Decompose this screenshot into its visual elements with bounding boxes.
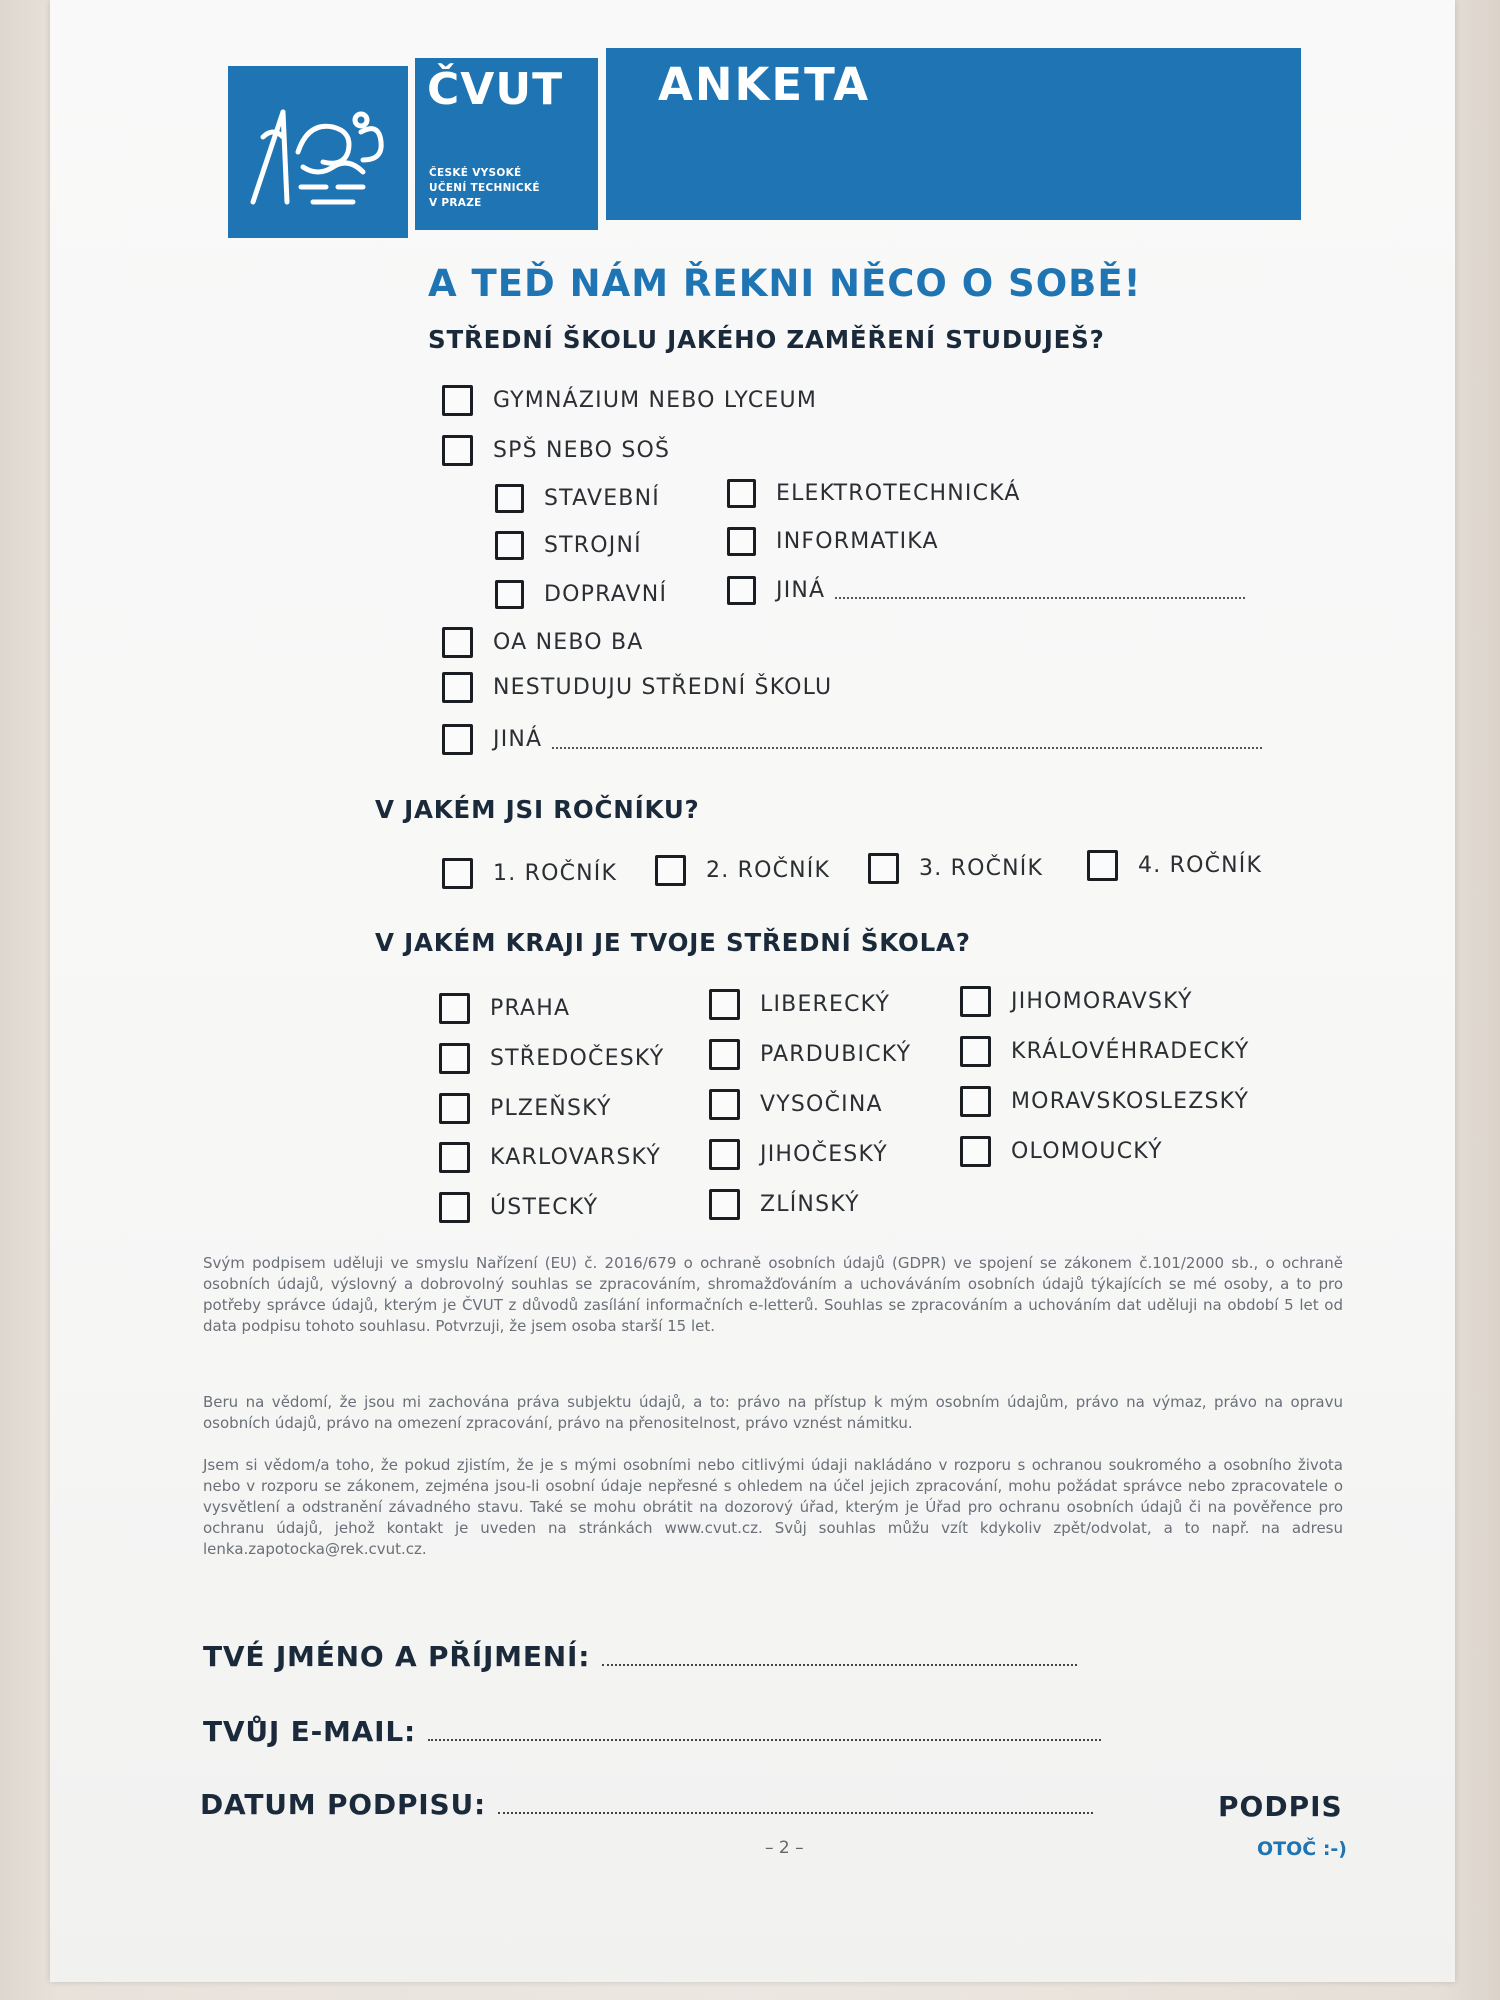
option-label: KARLOVARSKÝ xyxy=(490,1145,662,1170)
name-field[interactable] xyxy=(203,1640,1077,1673)
checkbox[interactable] xyxy=(439,993,470,1024)
option-label: STŘEDOČESKÝ xyxy=(490,1046,665,1071)
checkbox[interactable] xyxy=(495,580,524,609)
option-strojni[interactable] xyxy=(495,531,642,560)
option-year-3[interactable] xyxy=(868,853,1043,884)
option-gymnazium[interactable] xyxy=(442,385,817,416)
checkbox[interactable] xyxy=(709,1089,740,1120)
page-number: – 2 – xyxy=(765,1838,804,1858)
option-elektrotechnicka[interactable] xyxy=(727,479,1021,508)
checkbox[interactable] xyxy=(442,724,473,755)
option-label: 4. ROČNÍK xyxy=(1138,853,1263,878)
date-line[interactable] xyxy=(498,1812,1093,1814)
lion-emblem-icon xyxy=(243,92,393,212)
option-label: MORAVSKOSLEZSKÝ xyxy=(1011,1089,1250,1114)
brand-name: ČVUT xyxy=(427,64,564,115)
option-stavebni[interactable] xyxy=(495,484,660,513)
option-label: 1. ROČNÍK xyxy=(493,861,618,886)
checkbox[interactable] xyxy=(960,986,991,1017)
checkbox[interactable] xyxy=(709,1189,740,1220)
option-region-karlovarsky[interactable] xyxy=(439,1142,661,1173)
option-year-1[interactable] xyxy=(442,858,617,889)
main-heading: A TEĎ NÁM ŘEKNI NĚCO O SOBĚ! xyxy=(428,262,1142,305)
brand-subtitle: ČESKÉ VYSOKÉ UČENÍ TECHNICKÉ V PRAZE xyxy=(429,167,540,209)
checkbox[interactable] xyxy=(442,627,473,658)
option-label: VYSOČINA xyxy=(760,1092,883,1117)
question-region: V JAKÉM KRAJI JE TVOJE STŘEDNÍ ŠKOLA? xyxy=(375,928,971,957)
checkbox[interactable] xyxy=(442,435,473,466)
checkbox[interactable] xyxy=(439,1043,470,1074)
fill-line[interactable] xyxy=(835,583,1245,599)
option-label: ELEKTROTECHNICKÁ xyxy=(776,481,1021,506)
survey-sheet xyxy=(50,0,1455,1982)
option-region-pardubicky[interactable] xyxy=(709,1039,911,1070)
fill-line[interactable] xyxy=(552,733,1262,749)
checkbox[interactable] xyxy=(960,1136,991,1167)
option-jina[interactable] xyxy=(442,724,1262,755)
option-label: OA NEBO BA xyxy=(493,630,644,655)
option-region-olomoucky[interactable] xyxy=(960,1136,1163,1167)
gdpr-consent-paragraph: Svým podpisem uděluji ve smyslu Nařízení (EU) č. 2016/679 o ochraně osobních údajů (GDPR) ve spojení se zákonem č.101/2000 sb., o ochraně osobních údajů, výslovný a dobrovolný souhlas se zpracováním, shromažďováním a uchováváním osobních údajů týkajících se mé osoby, a to pro potřeby správce údajů, kterým je ČVUT z důvodů zasílání informačních e-letterů. Souhlas se zpracováním a uchováním dat uděluji na období 5 let od data podpisu tohoto souhlasu. Potvrzuji, že jsem osoba starší 15 let. xyxy=(203,1254,1343,1335)
email-line[interactable] xyxy=(428,1739,1101,1741)
checkbox[interactable] xyxy=(960,1086,991,1117)
option-dopravni[interactable] xyxy=(495,580,667,609)
option-label: LIBERECKÝ xyxy=(760,992,891,1017)
checkbox[interactable] xyxy=(439,1142,470,1173)
option-year-2[interactable] xyxy=(655,855,830,886)
option-region-moravskoslezsky[interactable] xyxy=(960,1086,1249,1117)
turn-over-note: OTOČ :-) xyxy=(1257,1838,1347,1860)
checkbox[interactable] xyxy=(868,853,899,884)
checkbox[interactable] xyxy=(442,672,473,703)
option-label: NESTUDUJU STŘEDNÍ ŠKOLU xyxy=(493,675,833,700)
name-label: TVÉ JMÉNO A PŘÍJMENÍ: xyxy=(203,1640,591,1673)
option-informatika[interactable] xyxy=(727,527,939,556)
checkbox[interactable] xyxy=(439,1192,470,1223)
option-year-4[interactable] xyxy=(1087,850,1262,881)
option-label: ZLÍNSKÝ xyxy=(760,1192,860,1217)
checkbox[interactable] xyxy=(655,855,686,886)
option-label: STAVEBNÍ xyxy=(544,486,660,511)
question-school-focus: STŘEDNÍ ŠKOLU JAKÉHO ZAMĚŘENÍ STUDUJEŠ? xyxy=(428,325,1105,354)
option-region-ustecky[interactable] xyxy=(439,1192,598,1223)
option-region-zlinsky[interactable] xyxy=(709,1189,860,1220)
option-label: JINÁ xyxy=(776,578,826,603)
checkbox[interactable] xyxy=(960,1036,991,1067)
checkbox[interactable] xyxy=(727,479,756,508)
checkbox[interactable] xyxy=(442,858,473,889)
option-region-stredocesky[interactable] xyxy=(439,1043,664,1074)
option-region-jihocesky[interactable] xyxy=(709,1139,888,1170)
checkbox[interactable] xyxy=(442,385,473,416)
page-title: ANKETA xyxy=(658,58,871,111)
option-sps-sos[interactable] xyxy=(442,435,670,466)
cvut-brand-block xyxy=(415,58,598,230)
option-region-jihomoravsky[interactable] xyxy=(960,986,1193,1017)
option-nestuduju[interactable] xyxy=(442,672,832,703)
option-region-liberecky[interactable] xyxy=(709,989,890,1020)
option-region-vysocina[interactable] xyxy=(709,1089,883,1120)
option-label: JIHOČESKÝ xyxy=(760,1142,888,1167)
title-banner xyxy=(606,48,1301,220)
option-sub-jina[interactable] xyxy=(727,576,1245,605)
option-label: 2. ROČNÍK xyxy=(706,858,831,883)
signature-label: PODPIS xyxy=(1218,1790,1343,1823)
option-label: SPŠ NEBO SOŠ xyxy=(493,438,671,463)
option-region-plzensky[interactable] xyxy=(439,1093,612,1124)
option-region-kralovehradecky[interactable] xyxy=(960,1036,1250,1067)
complaint-paragraph: Jsem si vědom/a toho, že pokud zjistím, že je s mými osobními nebo citlivými údaji nakládáno v rozporu s ochranou soukromého a osobního života nebo v rozporu se zákonem, zejména jsou-li osobní údaje nepřesné s ohledem na účel jejich zpracování, mohu požádat správce nebo zpracovatele o vysvětlení a odstranění závadného stavu. Také se mohu obrátit na dozorový úřad, kterým je Úřad pro ochranu osobních údajů či na pověřence pro ochranu údajů, jehož kontakt je uveden na stránkách www.cvut.cz. Svůj souhlas můžu vzít kdykoliv zpět/odvolat, a to např. na adresu lenka.zapotocka@rek.cvut.cz. xyxy=(203,1456,1343,1558)
option-oa-ba[interactable] xyxy=(442,627,644,658)
checkbox[interactable] xyxy=(439,1093,470,1124)
name-line[interactable] xyxy=(602,1664,1077,1666)
checkbox[interactable] xyxy=(709,989,740,1020)
option-label: KRÁLOVÉHRADECKÝ xyxy=(1011,1039,1250,1064)
date-label: DATUM PODPISU: xyxy=(200,1788,486,1821)
checkbox[interactable] xyxy=(1087,850,1118,881)
checkbox[interactable] xyxy=(495,484,524,513)
date-field[interactable] xyxy=(200,1788,1093,1821)
option-label: PLZEŇSKÝ xyxy=(490,1096,612,1121)
option-label: DOPRAVNÍ xyxy=(544,582,668,607)
option-label: JIHOMORAVSKÝ xyxy=(1011,989,1193,1014)
checkbox[interactable] xyxy=(709,1139,740,1170)
checkbox[interactable] xyxy=(709,1039,740,1070)
option-label: GYMNÁZIUM NEBO LYCEUM xyxy=(493,388,818,413)
option-label: PRAHA xyxy=(490,996,571,1021)
checkbox[interactable] xyxy=(727,527,756,556)
question-year: V JAKÉM JSI ROČNÍKU? xyxy=(375,795,700,824)
option-label: ÚSTECKÝ xyxy=(490,1195,599,1220)
email-field[interactable] xyxy=(203,1715,1101,1748)
rights-paragraph: Beru na vědomí, že jsou mi zachována práva subjektu údajů, a to: právo na přístup k mým osobním údajům, právo na výmaz, právo na opravu osobních údajů, právo na omezení zpracování, právo na přenositelnost, právo vznést námitku. xyxy=(203,1393,1343,1432)
checkbox[interactable] xyxy=(727,576,756,605)
option-label: INFORMATIKA xyxy=(776,529,939,554)
option-label: OLOMOUCKÝ xyxy=(1011,1139,1163,1164)
option-label: STROJNÍ xyxy=(544,533,642,558)
option-label: JINÁ xyxy=(493,727,543,752)
option-region-praha[interactable] xyxy=(439,993,570,1024)
option-label: 3. ROČNÍK xyxy=(919,856,1044,881)
option-label: PARDUBICKÝ xyxy=(760,1042,912,1067)
checkbox[interactable] xyxy=(495,531,524,560)
cvut-lion-logo xyxy=(228,66,408,238)
email-label: TVŮJ E-MAIL: xyxy=(203,1715,417,1748)
